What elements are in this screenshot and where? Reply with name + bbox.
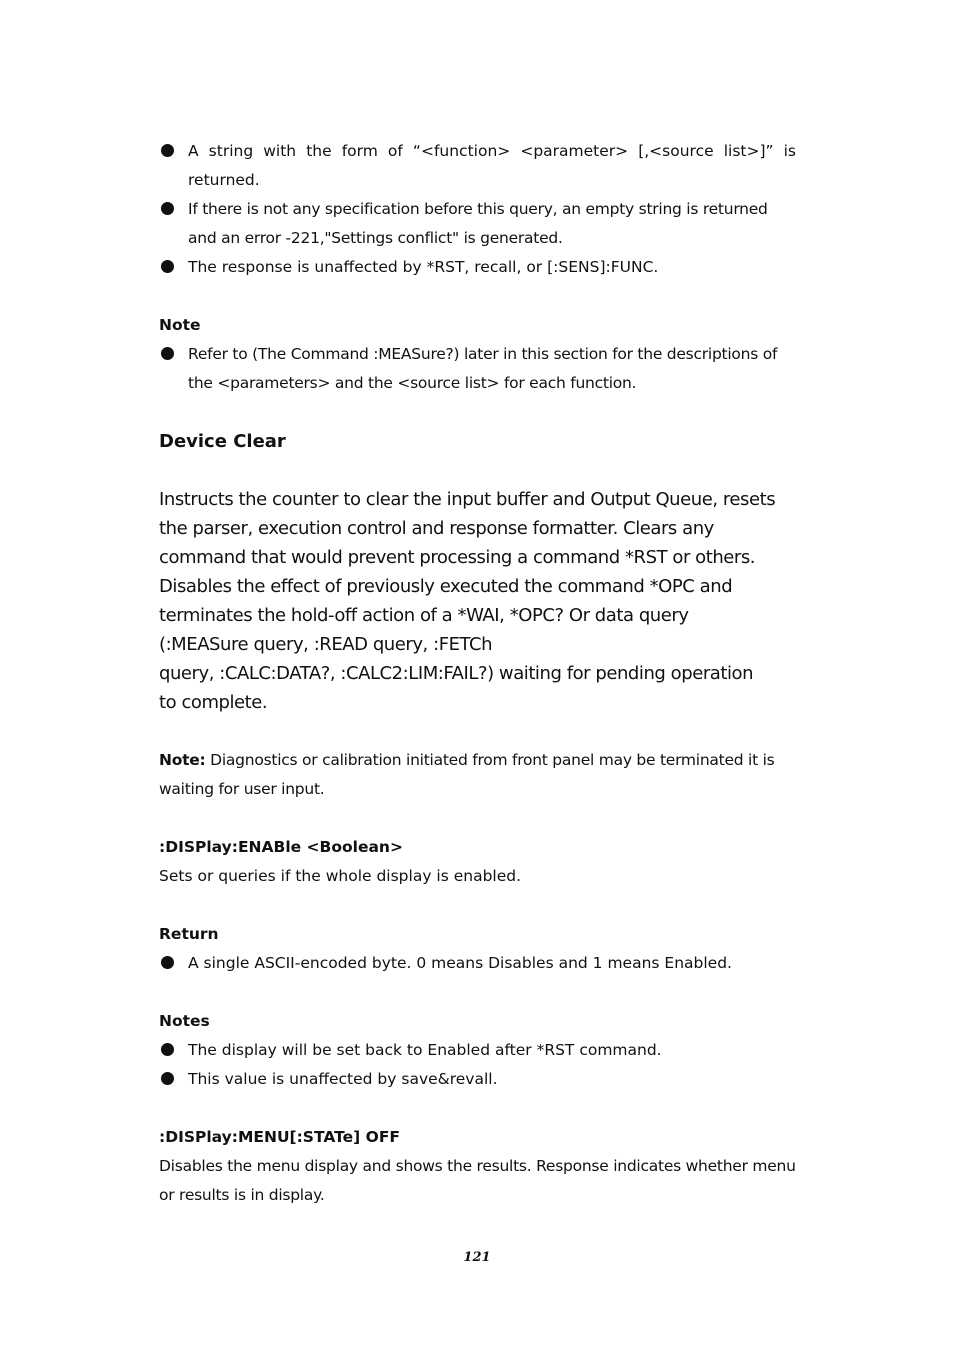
section-heading-device-clear: Device Clear [159, 431, 286, 452]
device-clear-line: Instructs the counter to clear the input buffer and Output Queue, resets [159, 489, 776, 510]
document-page [159, 137, 796, 1210]
command-heading-display-menu: :DISPlay:MENU[:STATe] OFF [159, 1128, 400, 1146]
note-heading: Note [159, 316, 201, 334]
device-clear-line: terminates the hold-off action of a *WAI, *OPC? Or data query [159, 605, 689, 626]
device-clear-body [159, 485, 796, 717]
notes-bullet-2: This value is unaffected by save&revall. [159, 1065, 796, 1094]
note-bullet: Refer to (The Command :MEASure?) later in this section for the descriptions of the <parameters> and the <source list> for each function. [159, 340, 796, 398]
device-clear-line: Disables the effect of previously executed the command *OPC and [159, 576, 733, 597]
device-clear-line: query, :CALC:DATA?, :CALC2:LIM:FAIL?) waiting for pending operation [159, 663, 754, 684]
command-heading-display-enable: :DISPlay:ENABle <Boolean> [159, 838, 403, 856]
display-enable-description: Sets or queries if the whole display is enabled. [159, 867, 522, 885]
device-clear-note [159, 746, 796, 804]
intro-bullet-3: The response is unaffected by *RST, recall, or [:SENS]:FUNC. [159, 253, 796, 282]
notes-heading: Notes [159, 1012, 210, 1030]
display-menu-description: Disables the menu display and shows the results. Response indicates whether menu or results is in display. [159, 1157, 796, 1204]
return-bullet: A single ASCII-encoded byte. 0 means Disables and 1 means Enabled. [159, 949, 796, 978]
note-label: Note: [159, 751, 206, 769]
note-text: Diagnostics or calibration initiated from front panel may be terminated it is waiting for user input. [159, 751, 775, 798]
page-number: 121 [463, 1250, 491, 1265]
device-clear-line: the parser, execution control and response formatter. Clears any [159, 518, 714, 539]
return-heading: Return [159, 925, 219, 943]
intro-bullet-2: If there is not any specification before this query, an empty string is returned and an error -221,"Settings conflict" is generated. [159, 195, 796, 253]
device-clear-line: to complete. [159, 692, 268, 713]
device-clear-line: command that would prevent processing a command *RST or others. [159, 547, 756, 568]
device-clear-line: (:MEASure query, :READ query, :FETCh [159, 634, 493, 655]
notes-bullet-1: The display will be set back to Enabled after *RST command. [159, 1036, 796, 1065]
intro-bullet-1: A string with the form of “<function> <parameter> [,<source list>]” is returned. [159, 137, 796, 195]
